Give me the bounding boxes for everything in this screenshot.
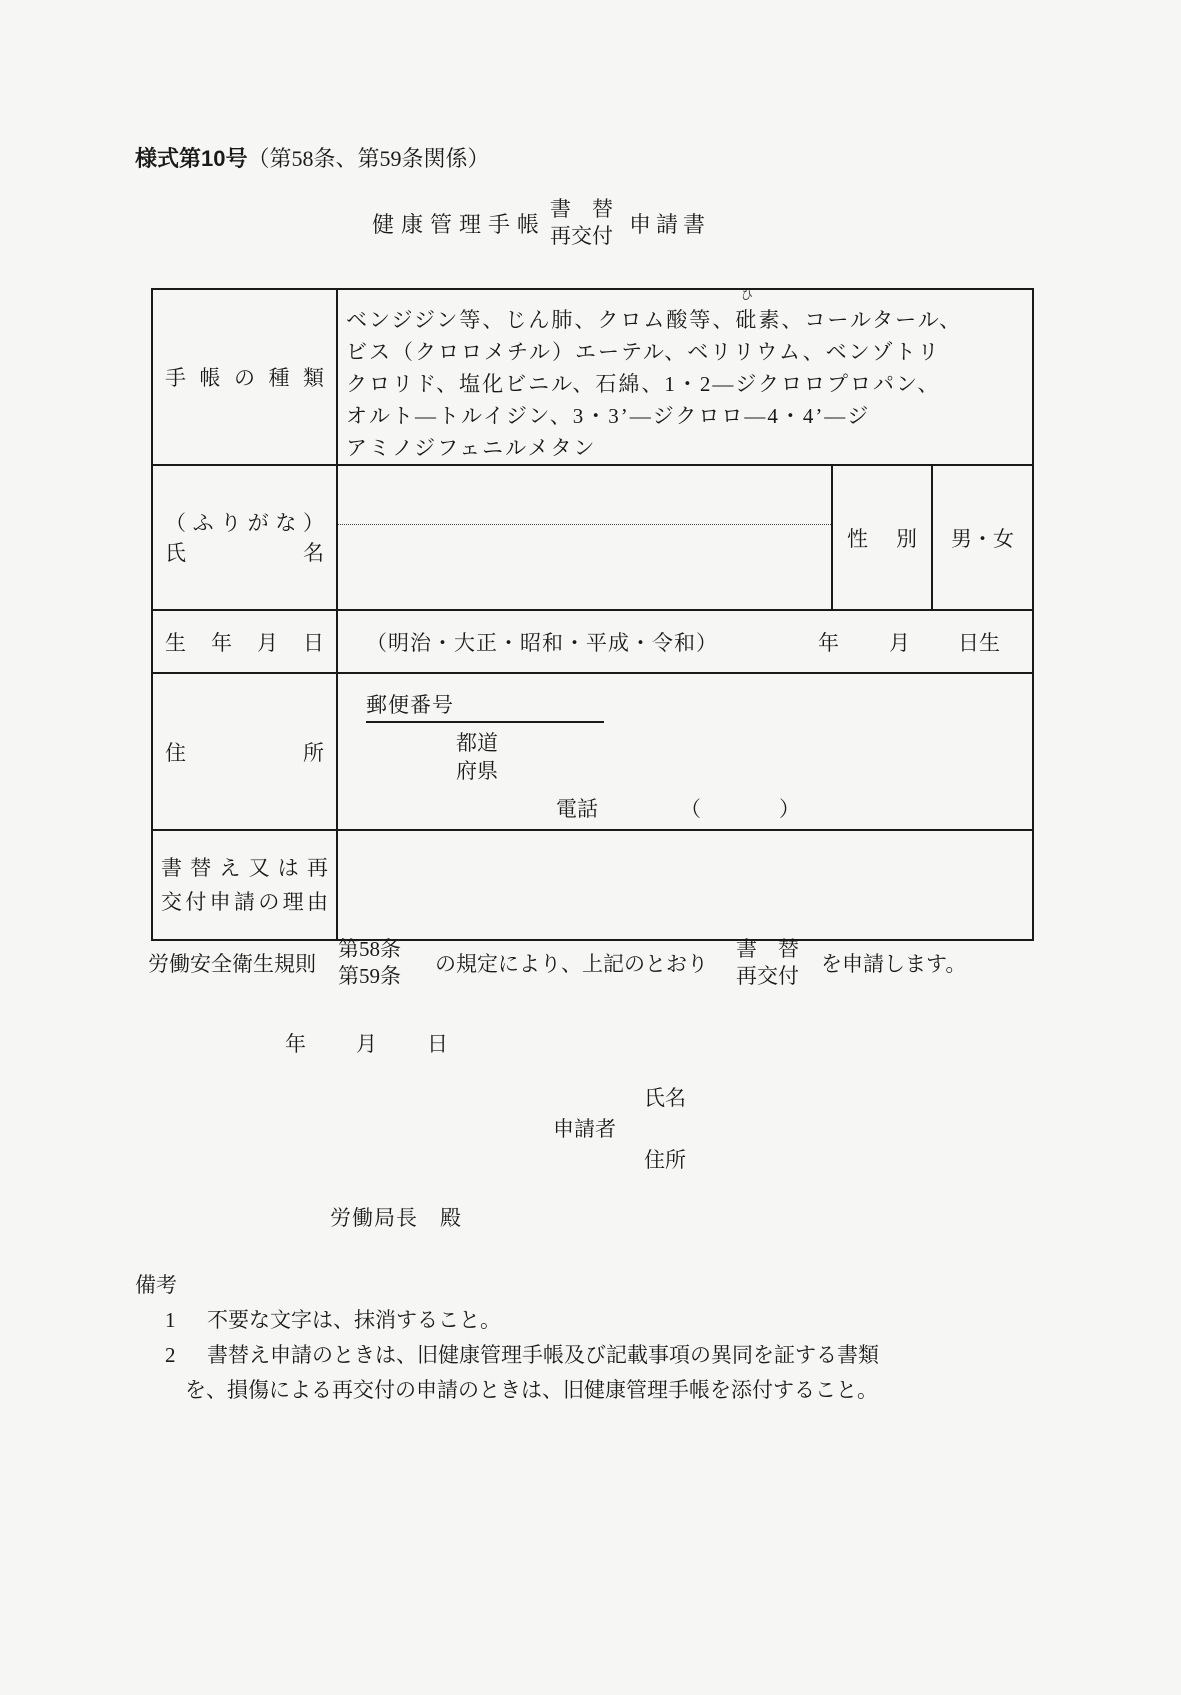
applicant-block bbox=[553, 1082, 686, 1174]
ruby-text: ひ bbox=[740, 288, 753, 302]
date-day-label: 日 bbox=[427, 1032, 448, 1056]
notes-section bbox=[135, 1268, 879, 1408]
address-content[interactable] bbox=[337, 673, 1033, 830]
name-row-label bbox=[152, 465, 337, 610]
form-id bbox=[135, 142, 490, 173]
notes-heading: 備考 bbox=[135, 1273, 177, 1297]
month-label: 月 bbox=[889, 630, 910, 655]
reason-label-line1: 書替え又は再 bbox=[161, 856, 328, 880]
ruby-base: ひ 砒 bbox=[735, 288, 759, 332]
note-1-text: 不要な文字は、抹消すること。 bbox=[207, 1308, 501, 1332]
type-line-1-after: 素、コールタール、 bbox=[758, 308, 963, 332]
form-title bbox=[372, 196, 710, 251]
note-2-number: 2 bbox=[165, 1343, 176, 1367]
note-2-text: 書替え申請のときは、旧健康管理手帳及び記載事項の異同を証する書類 bbox=[207, 1343, 879, 1367]
birthdate-content[interactable] bbox=[337, 610, 1033, 673]
applicant-name-label[interactable]: 氏名 bbox=[644, 1086, 686, 1110]
type-line-4: オルト―トルイジン、3・3’―ジクロロ―4・4’―ジ bbox=[346, 404, 871, 428]
title-choice-bottom: 再交付 bbox=[550, 224, 614, 249]
note-2 bbox=[135, 1338, 879, 1373]
article-top: 第58条 bbox=[338, 937, 401, 961]
title-choice bbox=[550, 196, 613, 251]
declaration-suffix: を申請します。 bbox=[821, 952, 967, 977]
name-input-cell bbox=[337, 465, 832, 610]
type-line-1 bbox=[346, 288, 1026, 336]
title-prefix: 健康管理手帳 bbox=[372, 211, 547, 237]
article-bottom: 第59条 bbox=[338, 964, 401, 989]
name-row bbox=[152, 465, 1033, 610]
regulation-name: 労働安全衛生規則 bbox=[148, 952, 316, 977]
note-1 bbox=[135, 1303, 879, 1338]
handbook-type-label: 手帳の種類 bbox=[152, 289, 337, 465]
application-table bbox=[151, 288, 1034, 941]
name-label: 氏名 bbox=[165, 540, 324, 565]
issue-choice-top: 書 替 bbox=[736, 937, 799, 961]
sex-label: 性別 bbox=[832, 465, 932, 610]
date-month-label: 月 bbox=[356, 1032, 377, 1056]
type-line-1-before: ベンジジン等、じん肺、クロム酸等、 bbox=[346, 308, 736, 332]
birthdate-row bbox=[152, 610, 1033, 673]
sex-options[interactable]: 男・女 bbox=[932, 465, 1033, 610]
note-2-continuation: を、損傷による再交付の申請のときは、旧健康管理手帳を添付すること。 bbox=[185, 1378, 878, 1402]
phone-label: 電話 bbox=[556, 796, 598, 821]
title-suffix: 申請書 bbox=[629, 211, 711, 237]
reason-label bbox=[152, 830, 337, 940]
handbook-type-row bbox=[152, 289, 1033, 465]
handbook-type-content bbox=[337, 289, 1033, 465]
phone-field[interactable] bbox=[556, 793, 1032, 823]
name-input-area[interactable] bbox=[338, 525, 831, 609]
form-number: 様式第10号 bbox=[135, 146, 248, 171]
phone-paren-close: ） bbox=[779, 796, 800, 821]
year-label: 年 bbox=[818, 630, 839, 655]
issue-choice-bottom: 再交付 bbox=[736, 964, 799, 989]
note-1-number: 1 bbox=[165, 1308, 176, 1332]
prefecture-bottom: 府県 bbox=[456, 758, 498, 783]
issue-choice bbox=[736, 936, 799, 991]
furigana-label: （ふりがな） bbox=[165, 510, 324, 535]
day-label: 日生 bbox=[958, 630, 1000, 655]
reason-label-line2: 交付申請の理由 bbox=[161, 890, 328, 914]
declaration bbox=[148, 936, 966, 991]
postal-code-field[interactable] bbox=[366, 689, 604, 723]
applicant-address-label[interactable]: 住所 bbox=[644, 1148, 686, 1172]
birthdate-label: 生年月日 bbox=[152, 610, 337, 673]
applicant-label: 申請者 bbox=[553, 1117, 616, 1141]
type-line-2: ビス（クロロメチル）エーテル、ベリリウム、ベンゾトリ bbox=[346, 340, 941, 364]
date-year-label: 年 bbox=[285, 1032, 306, 1056]
furigana-input-area[interactable] bbox=[338, 467, 831, 525]
prefecture-label bbox=[456, 729, 1032, 785]
form-reference: （第58条、第59条関係） bbox=[247, 146, 490, 171]
type-line-5: アミノジフェニルメタン bbox=[346, 436, 597, 460]
prefecture-top: 都道 bbox=[456, 730, 498, 755]
type-line-3: クロリド、塩化ビニル、石綿、1・2―ジクロロプロパン、 bbox=[346, 372, 941, 396]
era-options[interactable]: （明治・大正・昭和・平成・令和） bbox=[366, 630, 718, 655]
address-label: 住所 bbox=[152, 673, 337, 830]
date-line[interactable] bbox=[285, 1028, 498, 1058]
address-row bbox=[152, 673, 1033, 830]
phone-paren-open: （ bbox=[680, 796, 701, 821]
reason-row bbox=[152, 830, 1033, 940]
declaration-middle: の規定により、上記のとおり bbox=[435, 952, 708, 977]
article-choice bbox=[338, 936, 401, 991]
addressee: 労働局長 殿 bbox=[330, 1206, 462, 1230]
title-choice-top: 書 替 bbox=[550, 197, 614, 221]
postal-code-label: 郵便番号 bbox=[366, 692, 454, 717]
reason-input-area[interactable] bbox=[337, 830, 1033, 940]
